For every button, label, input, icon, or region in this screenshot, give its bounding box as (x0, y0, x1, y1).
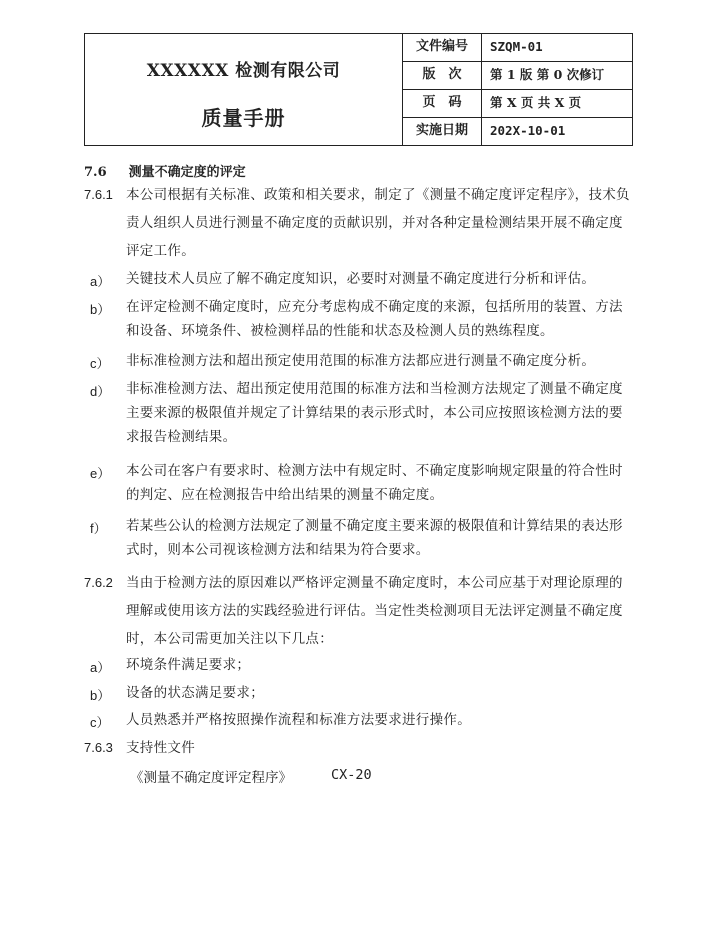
text-line: 的判定、应在检测报告中给出结果的测量不确定度。 (126, 487, 444, 503)
item-mark: c） (90, 356, 110, 371)
list-item (126, 708, 638, 732)
text-line: 支持性文件 (126, 740, 195, 756)
item-mark: f） (90, 521, 107, 536)
item-mark: a） (90, 274, 111, 289)
manual-title: 质量手册 (201, 106, 286, 130)
supporting-document-code: CX-20 (331, 767, 372, 783)
text-line: 本公司在客户有要求时、检测方法中有规定时、不确定度影响规定限量的符合性时 (126, 463, 623, 479)
item-mark: d） (90, 384, 111, 399)
company-name: XXXXXX 检测有限公司 (146, 61, 341, 81)
list-item (126, 267, 638, 291)
list-item (126, 295, 638, 343)
text-line: 责人组织人员进行测量不确定度的贡献识别，并对各种定量检测结果开展不确定度 (126, 215, 623, 231)
list-item (126, 681, 638, 705)
section-heading (84, 161, 246, 180)
text-line: 当由于检测方法的原因难以严格评定测量不确定度时，本公司应基于对理论原理的 (126, 575, 623, 591)
list-item (126, 377, 638, 449)
item-mark: b） (90, 688, 111, 703)
clause-763-title (126, 736, 638, 760)
header-row-edition (403, 62, 632, 90)
text-line: 和设备、环境条件、被检测样品的性能和状态及检测人员的熟练程度。 (126, 323, 554, 339)
text-line: 理解或使用该方法的实践经验进行评估。当定性类检测项目无法评定测量不确定度 (126, 603, 623, 619)
text-line: 人员熟悉并严格按照操作流程和标准方法要求进行操作。 (126, 712, 471, 728)
item-mark: b） (90, 302, 111, 317)
text-line: 评定工作。 (126, 243, 195, 259)
supporting-document-name: 《测量不确定度评定程序》 (130, 770, 292, 786)
text-line: 设备的状态满足要求； (126, 685, 264, 701)
text-line: 关键技术人员应了解不确定度知识，必要时对测量不确定度进行分析和评估。 (126, 271, 596, 287)
header-row-effective-date (403, 118, 632, 146)
list-item (126, 349, 638, 373)
header-key: 版 次 (403, 62, 482, 89)
header-key: 页 码 (403, 90, 482, 117)
clause-761-text (126, 183, 638, 263)
header-key: 文件编号 (403, 34, 482, 61)
item-mark: e） (90, 466, 111, 481)
clause-number-763: 7.6.3 (84, 740, 113, 755)
header-value: 202X-10-01 (490, 123, 566, 138)
text-line: 在评定检测不确定度时，应充分考虑构成不确定度的来源，包括所用的装置、方法 (126, 299, 623, 315)
document-header-table (84, 33, 633, 146)
header-value: 第 1 版 第 0 次修订 (490, 67, 605, 82)
item-mark: a） (90, 660, 111, 675)
clause-number-762: 7.6.2 (84, 575, 113, 590)
header-value: 第 X 页 共 X 页 (490, 95, 582, 110)
header-left-cell (85, 34, 403, 145)
header-key: 实施日期 (403, 118, 482, 146)
text-line: 式时，则本公司视该检测方法和结果为符合要求。 (126, 542, 430, 558)
text-line: 本公司根据有关标准、政策和相关要求，制定了《测量不确定度评定程序》，技术负 (126, 187, 630, 203)
clause-number-761: 7.6.1 (84, 187, 113, 202)
clause-762-text (126, 571, 638, 651)
text-line: 时，本公司需更加关注以下几点： (126, 631, 333, 647)
text-line: 非标准检测方法和超出预定使用范围的标准方法都应进行测量不确定度分析。 (126, 353, 596, 369)
text-line: 主要来源的极限值并规定了计算结果的表示形式时，本公司应按照该检测方法的要 (126, 405, 623, 421)
text-line: 若某些公认的检测方法规定了测量不确定度主要来源的极限值和计算结果的表达形 (126, 518, 623, 534)
list-item (126, 514, 638, 562)
section-title: 测量不确定度的评定 (128, 165, 246, 180)
text-line: 非标准检测方法、超出预定使用范围的标准方法和当检测方法规定了测量不确定度 (126, 381, 623, 397)
item-mark: c） (90, 715, 110, 730)
header-row-page (403, 90, 632, 118)
text-line: 求报告检测结果。 (126, 429, 237, 445)
text-line: 环境条件满足要求； (126, 657, 251, 673)
list-item (126, 653, 638, 677)
header-row-doc-number (403, 34, 632, 62)
section-number: 7.6 (84, 165, 107, 180)
list-item (126, 459, 638, 507)
header-value: SZQM-01 (490, 39, 543, 54)
